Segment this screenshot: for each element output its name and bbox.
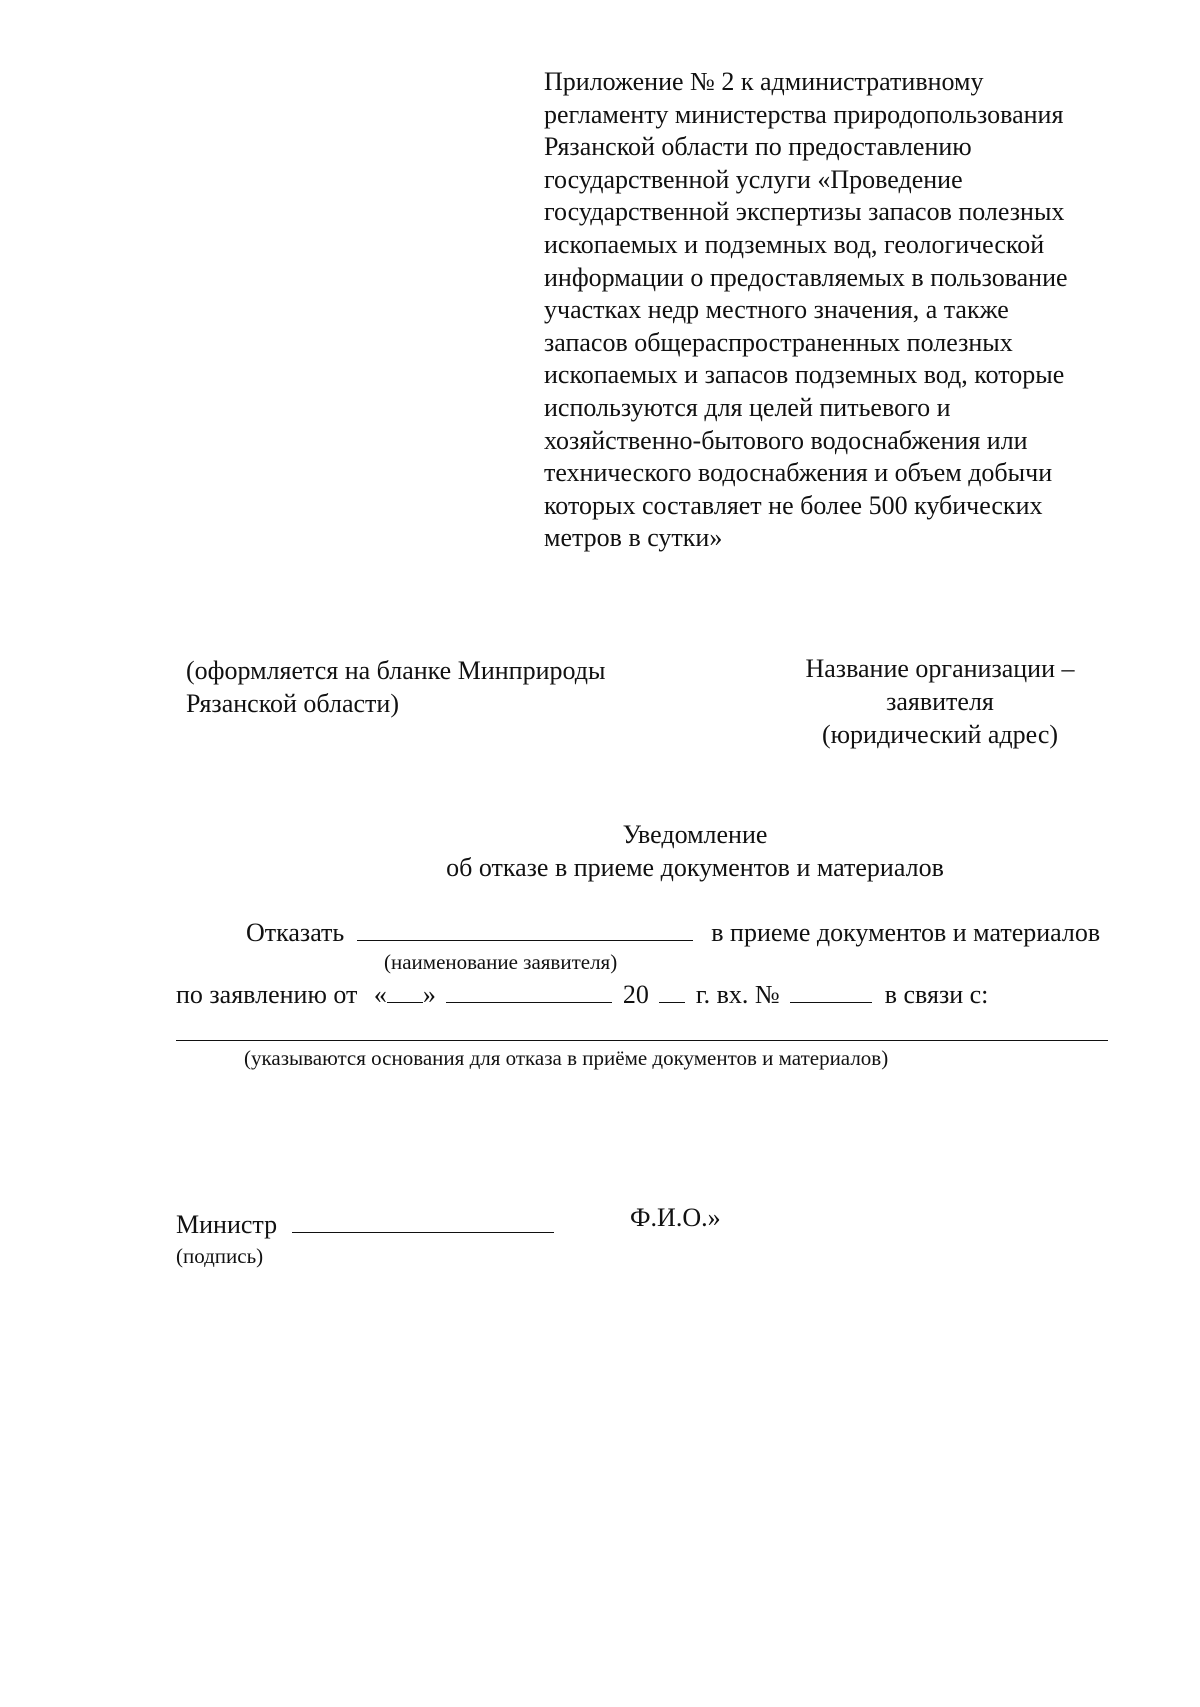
signature-caption: (подпись) [176,1244,264,1268]
appendix-line: ископаемых и подземных вод, геологической [544,229,1045,259]
due-to-label: в связи с: [884,980,989,1009]
notice-title [300,818,1090,884]
letterhead-note-line: Рязанской области) [186,689,399,718]
year-field[interactable] [659,980,685,1003]
appendix-line: Рязанской области по предоставлению [544,132,972,162]
appendix-line: участках недр местного значения, а также [544,295,1009,325]
appendix-line: государственной экспертизы запасов полезных [544,197,1065,227]
appendix-line: ископаемых и запасов подземных вод, которые [544,360,1065,390]
letterhead-note [186,654,605,720]
letterhead-note-line: (оформляется на бланке Минприроды [186,656,606,685]
by-application-label: по заявлению от [176,980,358,1009]
incoming-number-field[interactable] [790,980,872,1003]
reasons-caption: (указываются основания для отказа в приёме документов и материалов) [244,1046,889,1070]
appendix-line: государственной услуги «Проведение [544,164,963,194]
month-field[interactable] [446,980,612,1003]
appendix-line: Приложение № 2 к административному [544,67,984,96]
incoming-number-label: г. вх. № [695,980,780,1009]
notice-title-line: Уведомление [622,820,768,849]
addressee-line: заявителя [886,687,994,716]
minister-label: Министр [176,1210,278,1239]
addressee-line: (юридический адрес) [821,720,1059,749]
appendix-header [544,66,1144,555]
day-field[interactable] [387,980,423,1003]
application-line [176,980,988,1010]
applicant-name-field[interactable] [357,918,693,941]
refusal-tail: в приеме документов и материалов [711,918,1101,947]
appendix-line: регламенту министерства природопользования [544,99,1064,129]
signatory-name: Ф.И.О.» [630,1203,721,1232]
signature-field[interactable] [292,1210,554,1233]
refusal-line [246,918,1100,948]
appendix-line: технического водоснабжения и объем добычи [544,458,1053,488]
signature-line [176,1210,554,1240]
open-quote: « [373,980,387,1009]
applicant-caption: (наименование заявителя) [384,950,618,974]
addressee-block [760,652,1120,751]
appendix-line: запасов общераспространенных полезных [544,327,1013,357]
year-prefix: 20 [622,980,649,1009]
reasons-field[interactable] [176,1040,1108,1041]
appendix-line: информации о предоставляемых в пользование [544,262,1068,292]
appendix-line: используются для целей питьевого и [544,392,951,422]
appendix-line: метров в сутки» [544,523,723,553]
appendix-line: хозяйственно-бытового водоснабжения или [544,425,1028,455]
notice-title-line: об отказе в приеме документов и материалов [446,853,944,882]
close-quote: » [422,980,436,1009]
appendix-line: которых составляет не более 500 кубических [544,490,1043,520]
addressee-line: Название организации – [805,654,1075,683]
refuse-label: Отказать [246,918,345,947]
